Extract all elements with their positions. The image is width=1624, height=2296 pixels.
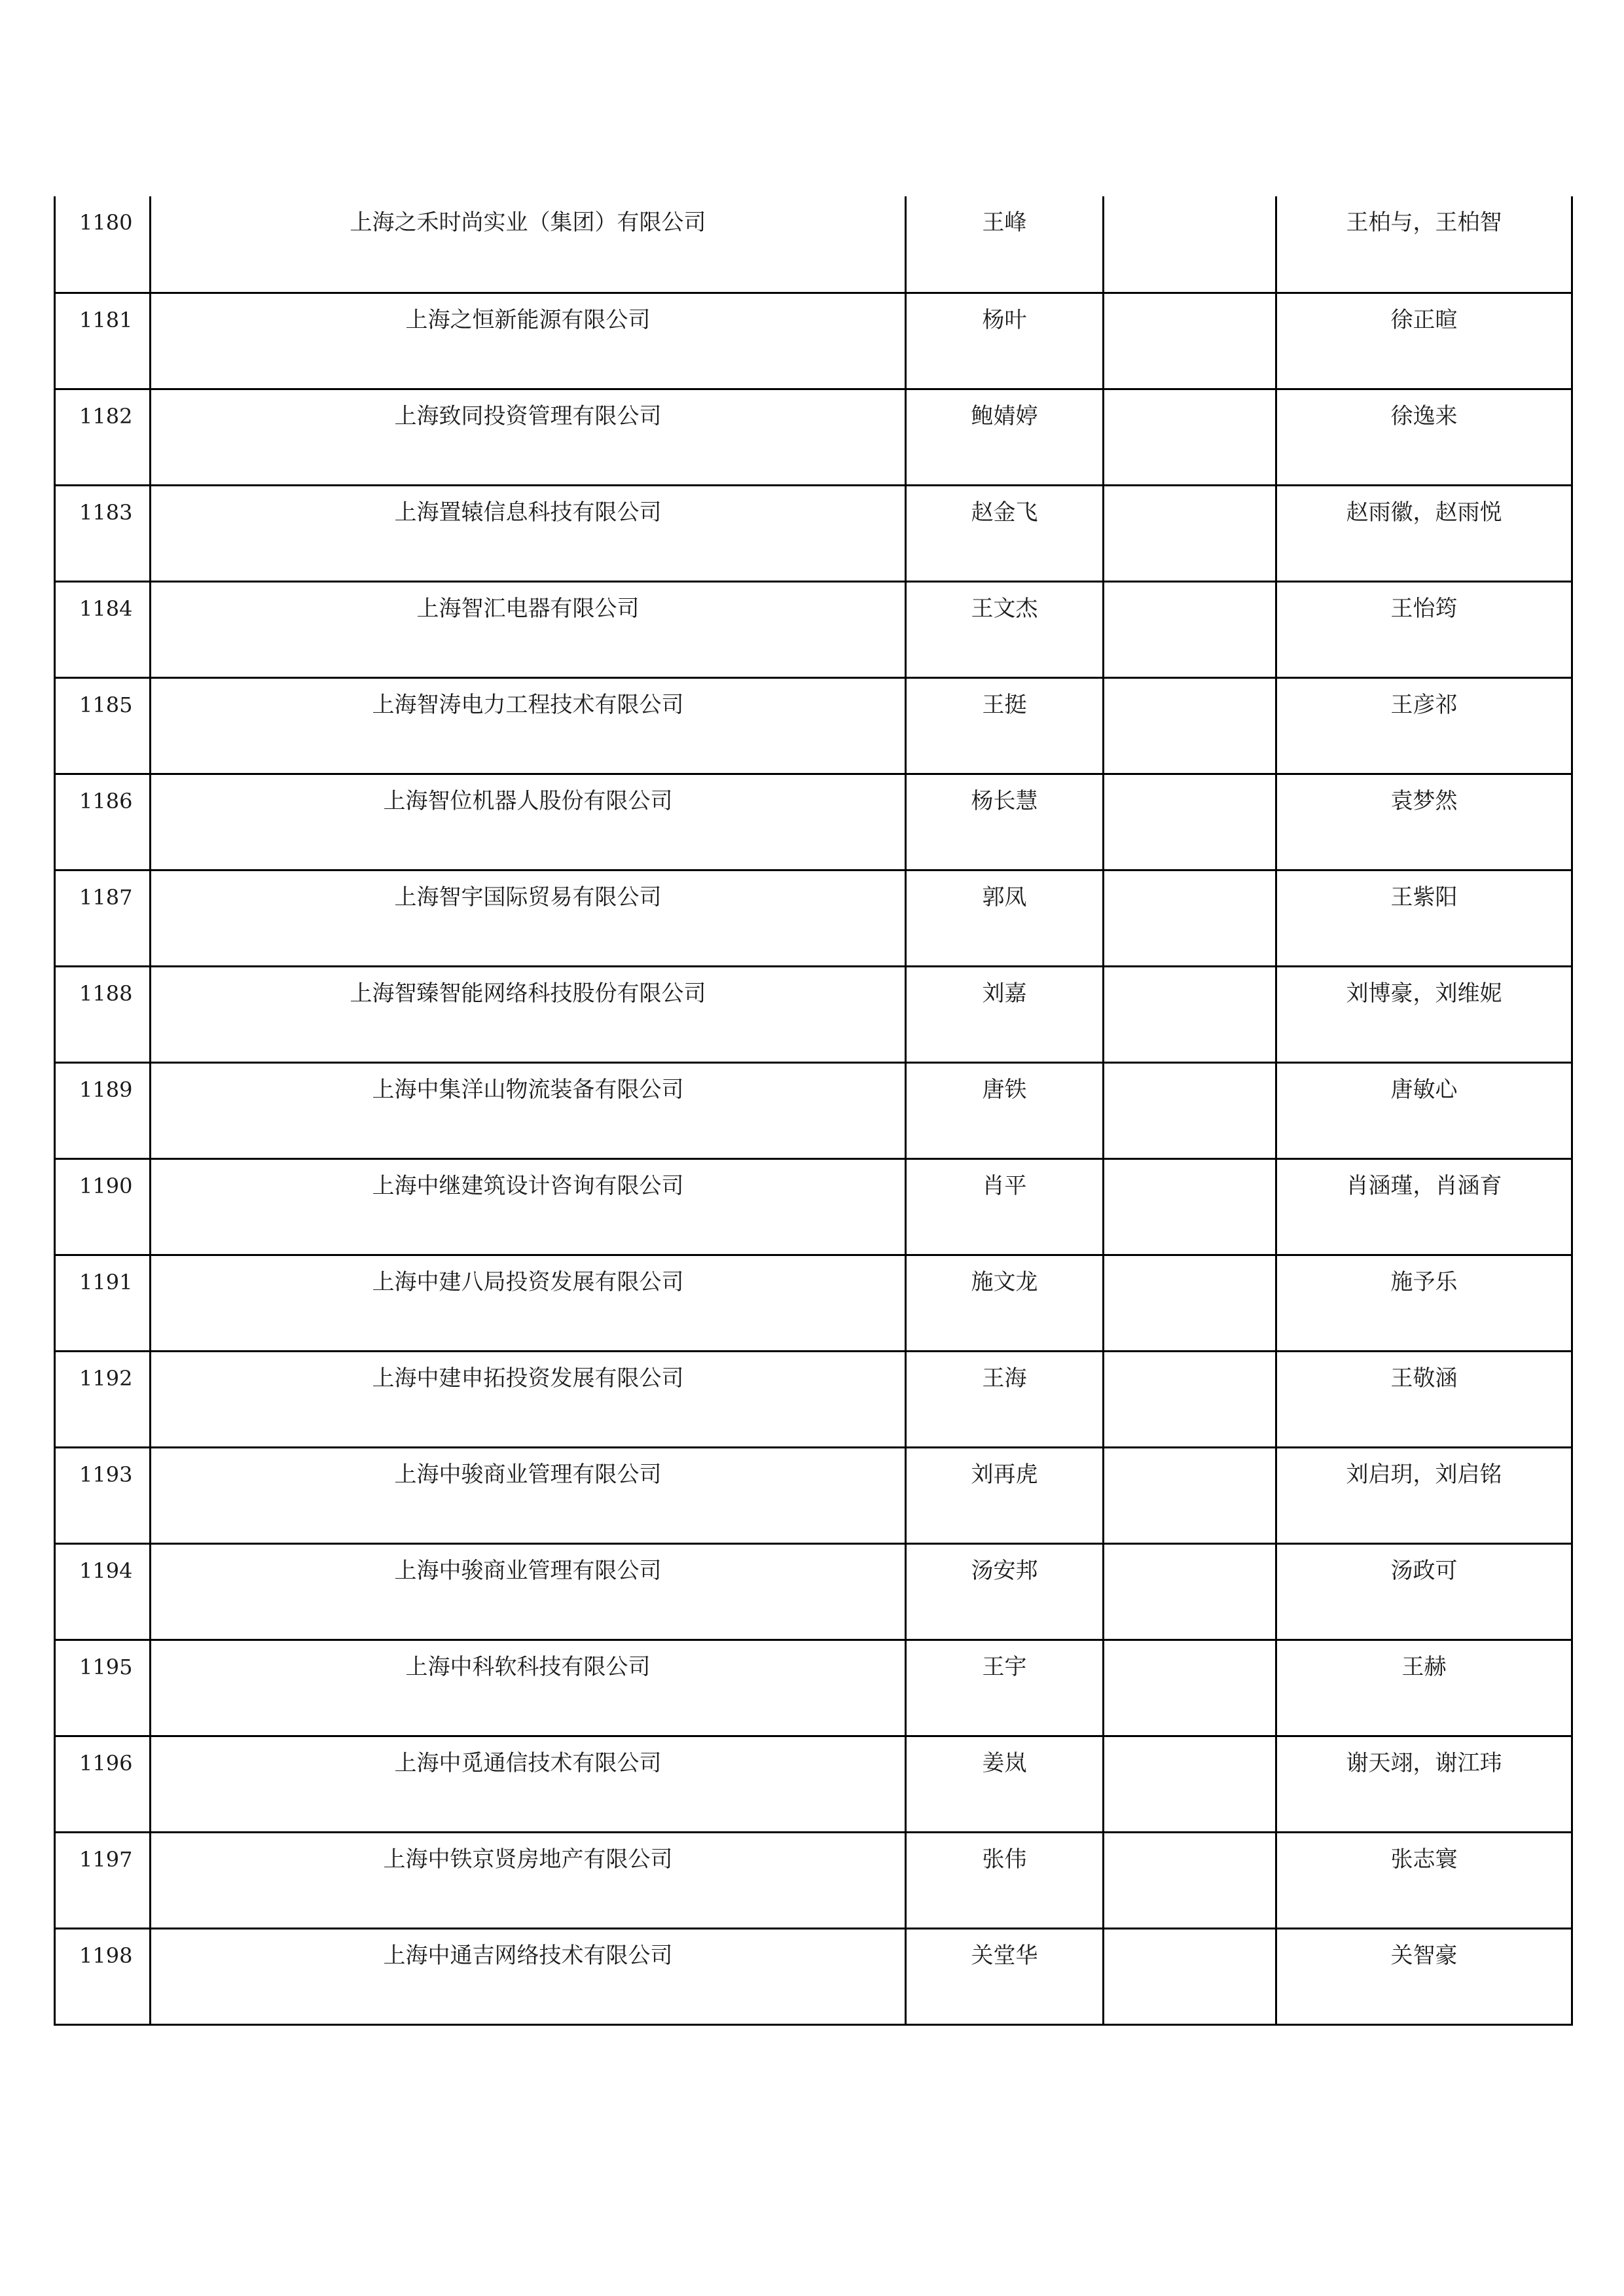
blank-text [1104,583,1275,596]
company-name-cell [151,966,906,1062]
table-row [55,1928,1572,2024]
company-name-text: 上海中继建筑设计咨询有限公司 [372,1172,684,1199]
blank-cell [1104,196,1276,293]
table-row [55,1158,1572,1255]
row-number-text: 1181 [79,307,133,332]
parent-name-text: 鲍婧婷 [971,403,1038,429]
company-name-cell [151,293,906,389]
parent-name-cell [906,1543,1104,1640]
child-names-cell [1276,485,1572,581]
row-number-text: 1183 [79,499,133,525]
table-row [55,1255,1572,1351]
blank-cell [1104,1447,1276,1543]
row-number-cell [55,1447,151,1543]
blank-cell [1104,774,1276,870]
parent-name-text: 姜岚 [982,1749,1027,1776]
row-number-cell [55,774,151,870]
table-row [55,677,1572,774]
blank-text [1104,1545,1275,1558]
row-number-text: 1187 [79,884,133,910]
parent-name-cell [906,966,1104,1062]
company-name-cell [151,1640,906,1736]
blank-cell [1104,677,1276,774]
parent-name-text: 刘嘉 [982,980,1027,1007]
blank-text [1104,1929,1275,1943]
table-row [55,293,1572,389]
child-names-text: 徐正暄 [1390,306,1458,333]
table-row [55,966,1572,1062]
company-name-text: 上海智臻智能网络科技股份有限公司 [350,980,706,1007]
company-name-text: 上海致同投资管理有限公司 [394,403,662,429]
child-names-text: 张志寰 [1390,1846,1458,1873]
row-number-cell [55,1640,151,1736]
company-name-text: 上海中建八局投资发展有限公司 [372,1268,684,1295]
row-number-text: 1190 [79,1173,133,1198]
child-names-text: 王怡筠 [1390,595,1458,622]
row-number-text: 1192 [79,1365,133,1391]
parent-name-cell [906,677,1104,774]
table-row [55,1543,1572,1640]
parent-name-cell [906,1351,1104,1447]
child-names-text: 唐敏心 [1390,1076,1458,1103]
child-names-cell [1276,1255,1572,1351]
parent-name-cell [906,389,1104,485]
parent-name-text: 郭凤 [982,884,1027,910]
parent-name-cell [906,196,1104,293]
company-name-cell [151,485,906,581]
blank-text [1104,679,1275,692]
child-names-text: 刘博豪，刘维妮 [1346,980,1502,1007]
company-name-text: 上海智汇电器有限公司 [416,595,640,622]
child-names-text: 刘启玥，刘启铭 [1346,1461,1502,1488]
row-number-cell [55,677,151,774]
blank-text [1104,1737,1275,1750]
parent-name-text: 赵金飞 [971,499,1038,526]
child-names-cell [1276,196,1572,293]
table-row [55,1736,1572,1832]
row-number-cell [55,196,151,293]
parent-name-cell [906,1255,1104,1351]
row-number-text: 1189 [79,1077,133,1102]
child-names-cell [1276,293,1572,389]
parent-name-text: 杨长慧 [971,787,1038,814]
blank-cell [1104,1928,1276,2024]
table-row [55,1351,1572,1447]
row-number-text: 1186 [79,788,133,814]
company-name-text: 上海中骏商业管理有限公司 [394,1461,662,1488]
table-row [55,581,1572,677]
blank-text [1104,1160,1275,1173]
table-row [55,389,1572,485]
child-names-cell [1276,1640,1572,1736]
parent-name-text: 王海 [982,1365,1027,1391]
company-name-text: 上海中科软科技有限公司 [405,1653,651,1680]
child-names-cell [1276,1158,1572,1255]
table-row [55,485,1572,581]
blank-text [1104,775,1275,788]
table-row [55,774,1572,870]
parent-name-text: 施文龙 [971,1268,1038,1295]
row-number-text: 1195 [79,1654,133,1679]
child-names-text: 赵雨徽，赵雨悦 [1346,499,1502,526]
blank-cell [1104,1158,1276,1255]
blank-cell [1104,581,1276,677]
parent-name-cell [906,581,1104,677]
row-number-text: 1191 [79,1269,133,1295]
company-name-text: 上海中骏商业管理有限公司 [394,1557,662,1584]
child-names-text: 肖涵瑾，肖涵育 [1346,1172,1502,1199]
child-names-text: 谢天翊，谢江玮 [1346,1749,1502,1776]
row-number-text: 1193 [79,1462,133,1487]
parent-name-cell [906,1062,1104,1158]
parent-name-text: 刘再虎 [971,1461,1038,1488]
blank-cell [1104,485,1276,581]
child-names-cell [1276,774,1572,870]
row-number-cell [55,389,151,485]
table-row [55,1062,1572,1158]
company-name-cell [151,1447,906,1543]
parent-name-cell [906,1640,1104,1736]
parent-name-cell [906,485,1104,581]
child-names-cell [1276,1543,1572,1640]
parent-name-cell [906,1832,1104,1928]
company-name-cell [151,1736,906,1832]
parent-name-text: 肖平 [982,1172,1027,1199]
row-number-text: 1198 [79,1943,133,1968]
child-names-text: 汤政可 [1390,1557,1458,1584]
row-number-cell [55,966,151,1062]
parent-name-cell [906,774,1104,870]
blank-cell [1104,966,1276,1062]
company-name-text: 上海智位机器人股份有限公司 [383,787,673,814]
parent-name-text: 关堂华 [971,1942,1038,1969]
company-name-text: 上海置辕信息科技有限公司 [394,499,662,526]
child-names-text: 徐逸来 [1390,403,1458,429]
row-number-text: 1185 [79,692,133,717]
child-names-cell [1276,1351,1572,1447]
blank-text [1104,967,1275,980]
blank-text [1104,196,1275,209]
table-row [55,1447,1572,1543]
row-number-cell [55,870,151,966]
child-names-cell [1276,677,1572,774]
child-names-text: 袁梦然 [1390,787,1458,814]
row-number-cell [55,1928,151,2024]
row-number-cell [55,1351,151,1447]
blank-text [1104,486,1275,499]
parent-name-cell [906,1928,1104,2024]
parent-name-text: 王宇 [982,1653,1027,1680]
row-number-text: 1197 [79,1846,133,1872]
blank-cell [1104,293,1276,389]
child-names-cell [1276,1832,1572,1928]
parent-name-text: 王峰 [982,209,1027,236]
company-name-cell [151,1158,906,1255]
row-number-cell [55,1255,151,1351]
table-row [55,1832,1572,1928]
row-number-cell [55,1543,151,1640]
parent-name-text: 杨叶 [982,306,1027,333]
child-names-cell [1276,966,1572,1062]
blank-text [1104,1448,1275,1462]
child-names-cell [1276,870,1572,966]
company-name-text: 上海中通吉网络技术有限公司 [383,1942,673,1969]
blank-cell [1104,1255,1276,1351]
row-number-cell [55,485,151,581]
company-name-cell [151,1543,906,1640]
blank-text [1104,1833,1275,1846]
blank-cell [1104,870,1276,966]
row-number-text: 1182 [79,403,133,429]
company-name-cell [151,870,906,966]
company-name-text: 上海中铁京贤房地产有限公司 [383,1846,673,1873]
company-name-cell [151,1255,906,1351]
blank-cell [1104,1832,1276,1928]
company-name-text: 上海之恒新能源有限公司 [405,306,651,333]
child-names-cell [1276,1062,1572,1158]
company-name-cell [151,196,906,293]
parent-name-cell [906,1447,1104,1543]
row-number-cell [55,1062,151,1158]
parent-name-text: 张伟 [982,1846,1027,1873]
company-name-text: 上海智涛电力工程技术有限公司 [372,691,684,718]
company-name-cell [151,581,906,677]
blank-text [1104,1064,1275,1077]
records-table-body [55,196,1572,2024]
row-number-text: 1180 [79,210,133,235]
parent-name-cell [906,870,1104,966]
parent-name-text: 唐铁 [982,1076,1027,1103]
company-name-cell [151,774,906,870]
blank-cell [1104,1736,1276,1832]
row-number-text: 1188 [79,980,133,1006]
blank-cell [1104,1543,1276,1640]
blank-text [1104,390,1275,403]
parent-name-text: 王挺 [982,691,1027,718]
child-names-cell [1276,1736,1572,1832]
blank-text [1104,1256,1275,1269]
blank-text [1104,1352,1275,1365]
child-names-text: 王赫 [1401,1653,1447,1680]
blank-text [1104,294,1275,307]
row-number-cell [55,1832,151,1928]
parent-name-cell [906,1158,1104,1255]
child-names-cell [1276,1928,1572,2024]
row-number-cell [55,293,151,389]
blank-text [1104,1641,1275,1654]
child-names-text: 关智豪 [1390,1942,1458,1969]
company-name-text: 上海中建申拓投资发展有限公司 [372,1365,684,1391]
table-row [55,196,1572,293]
child-names-cell [1276,581,1572,677]
row-number-cell [55,581,151,677]
blank-cell [1104,1351,1276,1447]
child-names-cell [1276,389,1572,485]
parent-name-cell [906,1736,1104,1832]
blank-cell [1104,1640,1276,1736]
row-number-cell [55,1158,151,1255]
table-row [55,1640,1572,1736]
parent-name-text: 汤安邦 [971,1557,1038,1584]
company-name-text: 上海智宇国际贸易有限公司 [394,884,662,910]
row-number-text: 1184 [79,596,133,621]
records-table [54,196,1573,2026]
child-names-text: 王敬涵 [1390,1365,1458,1391]
child-names-text: 王柏与，王柏智 [1346,209,1502,236]
child-names-text: 施予乐 [1390,1268,1458,1295]
company-name-cell [151,1351,906,1447]
company-name-cell [151,1928,906,2024]
company-name-text: 上海中集洋山物流装备有限公司 [372,1076,684,1103]
row-number-cell [55,1736,151,1832]
blank-cell [1104,389,1276,485]
company-name-cell [151,1062,906,1158]
parent-name-text: 王文杰 [971,595,1038,622]
blank-cell [1104,1062,1276,1158]
company-name-text: 上海之禾时尚实业（集团）有限公司 [350,209,706,236]
table-row [55,870,1572,966]
company-name-cell [151,389,906,485]
company-name-cell [151,677,906,774]
child-names-text: 王紫阳 [1390,884,1458,910]
row-number-text: 1196 [79,1750,133,1776]
company-name-text: 上海中觅通信技术有限公司 [394,1749,662,1776]
blank-text [1104,871,1275,884]
child-names-text: 王彦祁 [1390,691,1458,718]
parent-name-cell [906,293,1104,389]
company-name-cell [151,1832,906,1928]
child-names-cell [1276,1447,1572,1543]
row-number-text: 1194 [79,1558,133,1583]
